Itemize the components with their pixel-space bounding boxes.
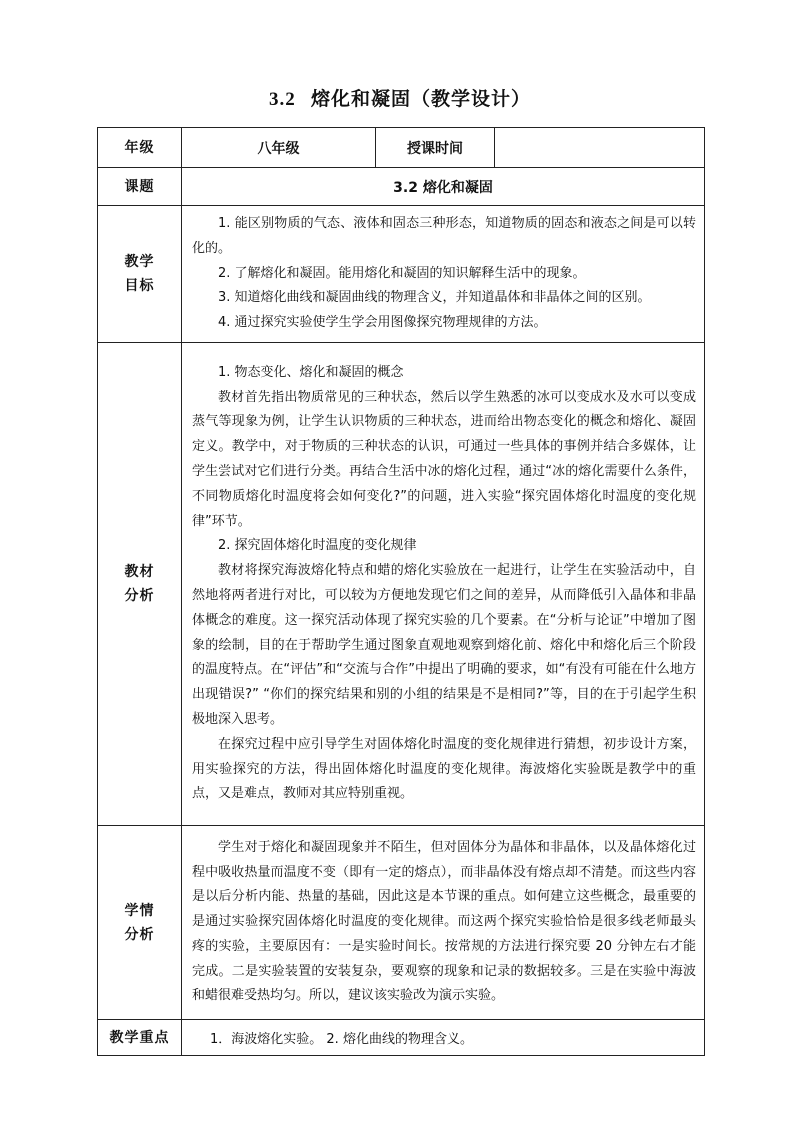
topic-row — [98, 168, 705, 206]
topic-value: 3.2 熔化和凝固 — [182, 168, 705, 206]
objective-item: 2. 了解熔化和凝固。能用熔化和凝固的知识解释生活中的现象。 — [218, 265, 586, 281]
objectives-content — [182, 206, 705, 343]
title-text: 熔化和凝固（教学设计） — [310, 88, 531, 110]
objectives-label — [98, 206, 182, 343]
material-paragraph: 1. 物态变化、熔化和凝固的概念 — [218, 364, 404, 380]
key-points-content: 1．海波熔化实验。 2. 熔化曲线的物理含义。 — [182, 1020, 705, 1056]
objective-item: 1. 能区别物质的气态、液体和固态三种形态，知道物质的固态和液态之间是可以转化的。 — [192, 216, 696, 256]
objective-item: 3. 知道熔化曲线和凝固曲线的物理含义，并知道晶体和非晶体之间的区别。 — [218, 290, 651, 306]
material-paragraph: 2. 探究固体熔化时温度的变化规律 — [218, 538, 417, 554]
material-label — [98, 343, 182, 826]
material-paragraph: 教材将探究海波熔化特点和蜡的熔化实验放在一起进行，让学生在实验活动中，自然地将两者进行对比，可以较为方便地发现它们之间的差异，从而降低引入晶体和非晶体概念的难度。这一探究活动体现了探究实验的几个要素。在“分析与论证”中增加了图象的绘制，目的在于帮助学生通过图象直观地观察到熔化前、熔化中和熔化后三个阶段的温度特点。在“评估”和“交流与合作”中提出了明确的要求，如“有没有可能在什么地方出现错误?” “你们的探究结果和别的小组的结果是不是相同?”等，目的在于引起学生积极地深入思考。 — [192, 563, 696, 727]
material-label-line2: 分析 — [124, 588, 155, 604]
students-paragraph: 学生对于熔化和凝固现象并不陌生，但对固体分为晶体和非晶体，以及晶体熔化过程中吸收热量而温度不变（即有一定的熔点），而非晶体没有熔点却不清楚。而这些内容是以后分析内能、热量的基础，因此这是本节课的重点。如何建立这些概念，最重要的是通过实验探究固体熔化时温度的变化规律。而这两个探究实验恰恰是很多线老师最头疼的实验，主要原因有：一是实验时间长。按常规的方法进行探究要 20 分钟左右才能完成。二是实验装置的安装复杂，要观察的现象和记录的数据较多。三是在实验中海波和蜡很难受热均匀。所以，建议该实验改为演示实验。 — [192, 839, 696, 1004]
objective-item: 4. 通过探究实验使学生学会用图像探究物理规律的方法。 — [218, 315, 547, 331]
material-content — [182, 343, 705, 826]
lesson-plan-table — [97, 127, 705, 1056]
students-label — [98, 826, 182, 1020]
students-content — [182, 826, 705, 1020]
document-title — [0, 86, 800, 113]
material-row — [98, 343, 705, 826]
grade-row — [98, 128, 705, 168]
grade-label: 年级 — [98, 128, 182, 168]
grade-value: 八年级 — [182, 128, 376, 168]
material-paragraph: 在探究过程中应引导学生对固体熔化时温度的变化规律进行猜想，初步设计方案，用实验探究的方法，得出固体熔化时温度的变化规律。海波熔化实验既是教学中的重点，又是难点，教师对其应特别重视。 — [192, 736, 696, 802]
class-time-value — [495, 128, 705, 168]
material-label-line1: 教材 — [124, 564, 155, 580]
key-points-label: 教学重点 — [98, 1020, 182, 1056]
topic-label: 课题 — [98, 168, 182, 206]
objectives-row — [98, 206, 705, 343]
title-number: 3.2 — [269, 89, 296, 110]
material-paragraph: 教材首先指出物质常见的三种状态，然后以学生熟悉的冰可以变成水及水可以变成蒸气等现象为例，让学生认识物质的三种状态，进而给出物态变化的概念和熔化、凝固定义。教学中，对于物质的三种状态的认识，可通过一些具体的事例并结合多媒体，让学生尝试对它们进行分类。再结合生活中冰的熔化过程，通过“冰的熔化需要什么条件，不同物质熔化时温度将会如何变化?”的问题，进入实验“探究固体熔化时温度的变化规律”环节。 — [192, 389, 696, 529]
key-points-row — [98, 1020, 705, 1056]
students-label-line2: 分析 — [124, 926, 155, 943]
students-row — [98, 826, 705, 1020]
objectives-label-line1: 教学 — [124, 254, 155, 270]
objectives-label-line2: 目标 — [124, 278, 155, 294]
students-label-line1: 学情 — [124, 902, 155, 919]
class-time-label: 授课时间 — [376, 128, 495, 168]
